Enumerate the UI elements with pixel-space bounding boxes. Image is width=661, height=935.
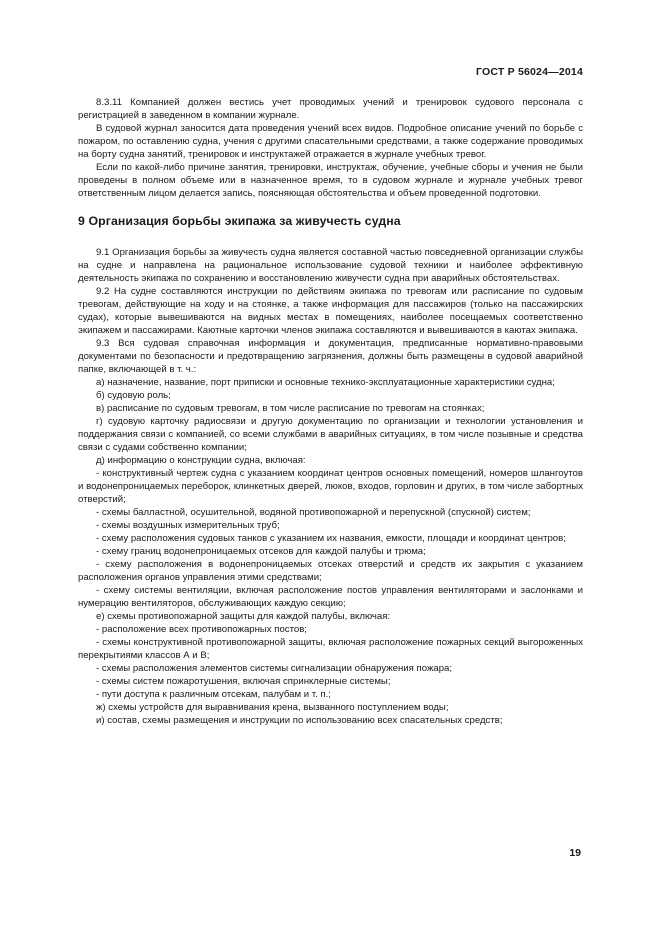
paragraph: В судовой журнал заносится дата проведения учений всех видов. Подробное описание учений по борьбе с пожаром, по оставлению судна, учения с другими спасательными средствами, а также содержание проводимых на борту судна занятий, тренировок и инструктажей отражается в журнале учебных тревог. bbox=[78, 123, 583, 160]
list-subitem: - схемы систем пожаротушения, включая спринклерные системы; bbox=[96, 676, 391, 687]
list-item: г) судовую карточку радиосвязи и другую документацию по организации и технологии установления и поддержания связи с компанией, со всеми службами в аварийных ситуациях, в том числе позывные и средства связи с судами собственно компании; bbox=[78, 416, 583, 453]
list-subitem: - схемы расположения элементов системы сигнализации обнаружения пожара; bbox=[96, 663, 453, 674]
list-subitem: - схемы балластной, осушительной, водяной противопожарной и перепускной (спускной) систем; bbox=[96, 507, 531, 518]
list-subitem: - схему расположения в водонепроницаемых отсеках отверстий и средств их закрытия с указанием расположения органов управления этими средствами; bbox=[78, 559, 583, 583]
list-subitem: - схемы конструктивной противопожарной защиты, включая расположение пожарных секций выгороженных перекрытиями классов А и В; bbox=[78, 637, 583, 661]
document-id-header: ГОСТ Р 56024—2014 bbox=[475, 66, 583, 78]
list-subitem: - схему расположения судовых танков с указанием их названия, емкости, площади и координат центров; bbox=[96, 533, 566, 544]
list-item: в) расписание по судовым тревогам, в том числе расписание по тревогам на стоянках; bbox=[96, 403, 485, 414]
section-heading: 9 Организация борьбы экипажа за живучесть судна bbox=[78, 214, 401, 228]
list-item: ж) схемы устройств для выравнивания крена, вызванного поступлением воды; bbox=[96, 702, 449, 713]
list-subitem: - пути доступа к различным отсекам, палубам и т. п.; bbox=[96, 689, 331, 700]
list-subitem: - схему границ водонепроницаемых отсеков для каждой палубы и трюма; bbox=[96, 546, 426, 557]
list-item: е) схемы противопожарной защиты для каждой палубы, включая: bbox=[96, 611, 391, 622]
paragraph: 8.3.11 Компанией должен вестись учет проводимых учений и тренировок судового персонала с регистрацией в заведенном в компании журнале. bbox=[78, 97, 583, 121]
paragraph: Если по какой-либо причине занятия, тренировки, инструктаж, обучение, учебные сборы и учения не были проведены в полном объеме или в назначенное время, то в судовом журнале и журнале учебных тревог ответственным лицом делается запись, поясняющая обстоятельства и объем проведенной подготовки. bbox=[78, 162, 583, 199]
list-subitem: - расположение всех противопожарных постов; bbox=[96, 624, 307, 635]
page-number: 19 bbox=[569, 847, 581, 859]
list-item: и) состав, схемы размещения и инструкции по использованию всех спасательных средств; bbox=[96, 715, 503, 726]
paragraph: 9.1 Организация борьбы за живучесть судна является составной частью повседневной организации службы на судне и направлена на рациональное использование судовой техники и наиболее эффективную деятельность экипажа по сохранению и восстановлению живучести судна при аварийных обстоятельствах. bbox=[78, 247, 583, 284]
list-item: а) назначение, название, порт приписки и основные технико-эксплуатационные характеристики судна; bbox=[96, 377, 555, 388]
page-body bbox=[78, 96, 583, 727]
list-item: д) информацию о конструкции судна, включая: bbox=[96, 455, 306, 466]
list-item: б) судовую роль; bbox=[96, 390, 171, 401]
list-subitem: - схемы воздушных измерительных труб; bbox=[96, 520, 280, 531]
paragraph: 9.3 Вся судовая справочная информация и документация, предписанные нормативно-правовыми документами по безопасности и предотвращению загрязнения, должны быть размещены в судовой аварийной папке, включающей в т. ч.: bbox=[78, 338, 583, 375]
list-subitem: - схему системы вентиляции, включая расположение постов управления вентиляторами и заслонками и нумерацию вентиляторов, обслуживающих каждую секцию; bbox=[78, 585, 583, 609]
paragraph: 9.2 На судне составляются инструкции по действиям экипажа по тревогам или расписание по судовым тревогам, действующие на ходу и на стоянке, а также информация для пассажиров (только на пассажирских судах), которые вывешиваются на видных местах в помещениях, наиболее посещаемых соответственно экипажем и пассажирами. Каютные карточки членов экипажа составляются и вывешиваются в каютах экипажа. bbox=[78, 286, 583, 336]
list-subitem: - конструктивный чертеж судна с указанием координат центров основных помещений, номеров шлангоутов и водонепроницаемых переборок, клинкетных дверей, люков, входов, горловин и других, в том числе забортных отверстий; bbox=[78, 468, 583, 505]
